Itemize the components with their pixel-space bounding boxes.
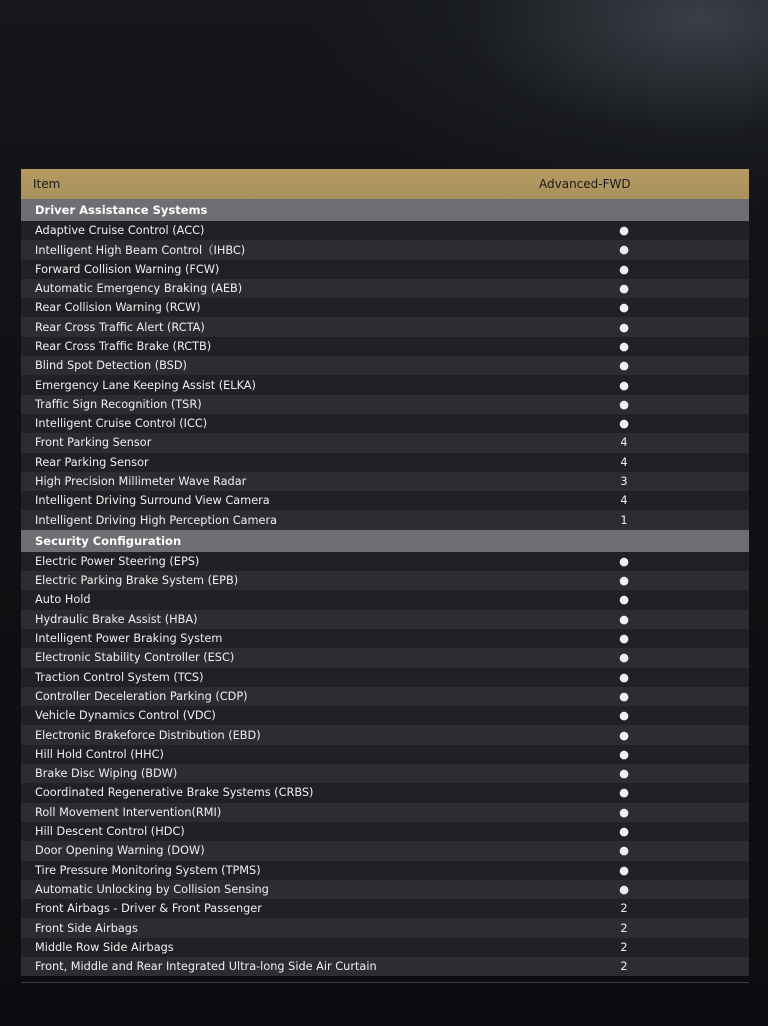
table-row xyxy=(21,317,749,336)
feature-label: Coordinated Regenerative Brake Systems (CRBS) xyxy=(35,786,314,800)
feature-label: Traction Control System (TCS) xyxy=(35,670,204,684)
table-row xyxy=(21,571,749,590)
feature-value: ● xyxy=(619,320,629,334)
section-header xyxy=(21,199,749,221)
feature-label: Electric Parking Brake System (EPB) xyxy=(35,574,239,588)
table-row xyxy=(21,298,749,317)
table-row xyxy=(21,648,749,667)
feature-label: Hill Descent Control (HDC) xyxy=(35,825,185,839)
table-row xyxy=(21,414,749,433)
table-row xyxy=(21,221,749,240)
feature-value: ● xyxy=(619,728,629,742)
feature-label: High Precision Millimeter Wave Radar xyxy=(35,475,247,488)
feature-label: Middle Row Side Airbags xyxy=(35,940,174,954)
feature-value: ● xyxy=(619,825,629,839)
feature-value: 2 xyxy=(620,902,628,916)
table-row xyxy=(21,938,749,957)
table-row xyxy=(21,240,749,259)
table-row xyxy=(21,375,749,394)
feature-value: ● xyxy=(619,882,629,896)
feature-label: Tire Pressure Monitoring System (TPMS) xyxy=(35,863,261,877)
table-row xyxy=(21,356,749,375)
feature-value: ● xyxy=(619,339,629,353)
spec-table xyxy=(21,169,749,976)
feature-label: Intelligent Power Braking System xyxy=(35,632,223,646)
feature-value: ● xyxy=(619,651,629,665)
feature-label: Rear Parking Sensor xyxy=(35,455,149,469)
table-row xyxy=(21,491,749,510)
feature-value: ● xyxy=(619,554,629,568)
header-item-label: Item xyxy=(33,177,61,191)
table-row xyxy=(21,687,749,706)
table-row xyxy=(21,957,749,976)
feature-label: Rear Cross Traffic Alert (RCTA) xyxy=(35,320,205,334)
feature-value: ● xyxy=(619,805,629,819)
table-row xyxy=(21,783,749,802)
feature-value: ● xyxy=(619,417,629,431)
feature-label: Forward Collision Warning (FCW) xyxy=(35,262,220,276)
feature-value: ● xyxy=(619,593,629,607)
feature-value: ● xyxy=(619,301,629,315)
header-trim-label: Advanced-FWD xyxy=(539,177,631,191)
feature-label: Electric Power Steering (EPS) xyxy=(35,554,200,568)
table-row xyxy=(21,453,749,472)
feature-value: ● xyxy=(619,747,629,761)
feature-label: Rear Collision Warning (RCW) xyxy=(35,301,201,315)
feature-value: ● xyxy=(619,767,629,781)
table-row xyxy=(21,510,749,529)
feature-value: ● xyxy=(619,709,629,723)
feature-label: Electronic Stability Controller (ESC) xyxy=(35,651,235,665)
table-row xyxy=(21,841,749,860)
feature-value: ● xyxy=(619,863,629,877)
feature-value: ● xyxy=(619,574,629,588)
feature-label: Intelligent High Beam Control（IHBC) xyxy=(35,243,246,257)
feature-value: ● xyxy=(619,689,629,703)
feature-value: ● xyxy=(619,670,629,684)
feature-label: Adaptive Cruise Control (ACC) xyxy=(35,224,205,238)
table-row xyxy=(21,472,749,491)
feature-label: Automatic Unlocking by Collision Sensing xyxy=(35,882,269,896)
table-row xyxy=(21,337,749,356)
feature-value: ● xyxy=(619,397,629,411)
feature-label: Intelligent Driving Surround View Camera xyxy=(35,494,270,508)
feature-label: Hill Hold Control (HHC) xyxy=(35,747,164,761)
table-row xyxy=(21,918,749,937)
feature-label: Emergency Lane Keeping Assist (ELKA) xyxy=(35,378,256,392)
table-row xyxy=(21,861,749,880)
feature-label: Roll Movement Intervention(RMI) xyxy=(35,805,222,819)
feature-label: Front Parking Sensor xyxy=(35,436,152,450)
feature-label: Electronic Brakeforce Distribution (EBD) xyxy=(35,728,261,742)
feature-label: Rear Cross Traffic Brake (RCTB) xyxy=(35,339,212,353)
feature-value: ● xyxy=(619,844,629,858)
table-header xyxy=(21,169,749,199)
feature-label: Intelligent Cruise Control (ICC) xyxy=(35,417,208,431)
section-title: Security Configuration xyxy=(35,533,182,548)
feature-value: 4 xyxy=(620,436,628,450)
table-row xyxy=(21,822,749,841)
feature-label: Controller Deceleration Parking (CDP) xyxy=(35,689,248,703)
feature-value: 2 xyxy=(620,921,628,935)
feature-label: Front Side Airbags xyxy=(35,921,138,935)
feature-value: 4 xyxy=(620,455,628,469)
section-title: Driver Assistance Systems xyxy=(35,203,208,217)
table-row xyxy=(21,880,749,899)
feature-value: ● xyxy=(619,632,629,646)
feature-value: ● xyxy=(619,359,629,373)
table-row xyxy=(21,764,749,783)
feature-label: Vehicle Dynamics Control (VDC) xyxy=(35,709,216,723)
table-row xyxy=(21,899,749,918)
feature-value: 2 xyxy=(620,940,628,954)
feature-label: Hydraulic Brake Assist (HBA) xyxy=(35,612,198,626)
feature-label: Auto Hold xyxy=(35,593,91,607)
feature-label: Intelligent Driving High Perception Camera xyxy=(35,513,278,527)
feature-value: ● xyxy=(619,282,629,296)
feature-value: ● xyxy=(619,224,629,238)
table-row xyxy=(21,706,749,725)
table-row xyxy=(21,725,749,744)
feature-value: 4 xyxy=(620,494,628,508)
table-row xyxy=(21,433,749,452)
feature-value: ● xyxy=(619,262,629,276)
section-header xyxy=(21,530,749,552)
feature-label: Front, Middle and Rear Integrated Ultra-long Side Air Curtain xyxy=(35,960,377,974)
feature-label: Front Airbags - Driver & Front Passenger xyxy=(35,902,262,916)
feature-label: Door Opening Warning (DOW) xyxy=(35,844,205,858)
table-row xyxy=(21,668,749,687)
table-row xyxy=(21,552,749,571)
table-row xyxy=(21,260,749,279)
feature-value: ● xyxy=(619,612,629,626)
table-row xyxy=(21,803,749,822)
feature-value: 1 xyxy=(620,513,628,527)
table-row xyxy=(21,610,749,629)
feature-value: 2 xyxy=(620,960,628,974)
feature-label: Blind Spot Detection (BSD) xyxy=(35,359,187,373)
table-row xyxy=(21,629,749,648)
feature-label: Traffic Sign Recognition (TSR) xyxy=(35,397,202,411)
table-row xyxy=(21,590,749,609)
feature-value: ● xyxy=(619,786,629,800)
table-row xyxy=(21,395,749,414)
feature-value: ● xyxy=(619,243,629,257)
feature-value: 3 xyxy=(620,475,628,488)
feature-label: Automatic Emergency Braking (AEB) xyxy=(35,282,243,296)
table-row xyxy=(21,745,749,764)
feature-value: ● xyxy=(619,378,629,392)
table-body xyxy=(21,199,749,976)
feature-label: Brake Disc Wiping (BDW) xyxy=(35,767,178,781)
bottom-divider xyxy=(21,982,749,983)
table-row xyxy=(21,279,749,298)
